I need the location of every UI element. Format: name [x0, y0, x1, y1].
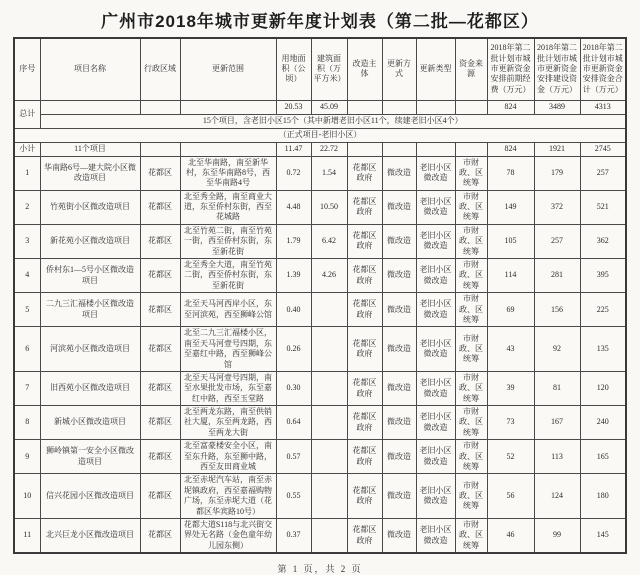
table-row: [14, 406, 626, 440]
cell-pre-fund: 105: [487, 224, 534, 258]
header-subject: 改造主体: [347, 38, 382, 100]
cell-fund-source: 市财政、区统筹: [455, 371, 487, 405]
cell-fund-source: 市财政、区统筹: [455, 327, 487, 372]
section-label: （正式项目-老旧小区）: [14, 128, 626, 142]
cell-build-fund: 92: [534, 327, 580, 372]
total-total-fund: 4313: [580, 100, 626, 114]
total-note-row: [14, 114, 626, 128]
cell-type: 老旧小区微改造: [416, 519, 455, 554]
cell-fund-source: 市财政、区统筹: [455, 156, 487, 190]
cell-method: 微改造: [382, 259, 416, 293]
cell-building-area: [311, 327, 347, 372]
total-fund-source-cell: [455, 100, 487, 114]
header-total-fund: 2018年第二批计划市城市更新资金安排资金合计（万元）: [580, 38, 626, 100]
header-scope: 更新范围: [180, 38, 276, 100]
table-row: [14, 156, 626, 190]
cell-method: 微改造: [382, 224, 416, 258]
cell-scope: 北至竹苑二街，南至竹苑一街，西至侨村东街，东至新花街: [180, 224, 276, 258]
cell-serial-no: 2: [14, 190, 40, 224]
cell-scope: 北至富豪楼安全小区，南至东升路，东至狮中路，西至友田商业城: [180, 440, 276, 474]
cell-scope: 北至秀全路，南至商业大道，东至侨村东街，西至花城路: [180, 190, 276, 224]
cell-subject: 花都区政府: [347, 474, 382, 519]
subtotal-fund-source-cell: [455, 142, 487, 156]
cell-district: 花都区: [140, 293, 180, 327]
cell-total-fund: 145: [580, 519, 626, 554]
subtotal-method-cell: [382, 142, 416, 156]
cell-type: 老旧小区微改造: [416, 293, 455, 327]
cell-method: 微改造: [382, 519, 416, 554]
cell-building-area: [311, 293, 347, 327]
subtotal-row: [14, 142, 626, 156]
table-header-row: [14, 38, 626, 100]
cell-build-fund: 99: [534, 519, 580, 554]
cell-building-area: 4.26: [311, 259, 347, 293]
header-land-area: 用地面积（公顷）: [276, 38, 311, 100]
total-label: 总计: [14, 100, 40, 128]
plan-table: [13, 37, 627, 554]
cell-building-area: [311, 440, 347, 474]
subtotal-build-fund: 1921: [534, 142, 580, 156]
cell-project-name: 华南路6号—建大院小区微改造项目: [40, 156, 140, 190]
cell-pre-fund: 46: [487, 519, 534, 554]
cell-total-fund: 225: [580, 293, 626, 327]
cell-district: 花都区: [140, 440, 180, 474]
cell-type: 老旧小区微改造: [416, 406, 455, 440]
cell-total-fund: 180: [580, 474, 626, 519]
cell-fund-source: 市财政、区统筹: [455, 293, 487, 327]
cell-build-fund: 81: [534, 371, 580, 405]
cell-district: 花都区: [140, 327, 180, 372]
cell-method: 微改造: [382, 474, 416, 519]
cell-district: 花都区: [140, 224, 180, 258]
cell-subject: 花都区政府: [347, 224, 382, 258]
total-row: [14, 100, 626, 114]
table-row: [14, 440, 626, 474]
cell-scope: 北至天马河壹号四期，南至水果批发市场，东至嘉红中路，西至玉堂路: [180, 371, 276, 405]
cell-fund-source: 市财政、区统筹: [455, 190, 487, 224]
cell-district: 花都区: [140, 371, 180, 405]
cell-district: 花都区: [140, 156, 180, 190]
header-building-area: 建筑面积（万平方米）: [311, 38, 347, 100]
cell-build-fund: 167: [534, 406, 580, 440]
cell-fund-source: 市财政、区统筹: [455, 474, 487, 519]
header-method: 更新方式: [382, 38, 416, 100]
total-subject-cell: [347, 100, 382, 114]
subtotal-pre-fund: 824: [487, 142, 534, 156]
cell-subject: 花都区政府: [347, 371, 382, 405]
header-district: 行政区域: [140, 38, 180, 100]
cell-scope: 北至两龙东路，南至供销社大厦，东至两龙路，西至两龙大街: [180, 406, 276, 440]
cell-method: 微改造: [382, 371, 416, 405]
cell-serial-no: 10: [14, 474, 40, 519]
cell-total-fund: 165: [580, 440, 626, 474]
cell-serial-no: 3: [14, 224, 40, 258]
cell-build-fund: 257: [534, 224, 580, 258]
cell-project-name: 北兴巨龙小区微改造项目: [40, 519, 140, 554]
cell-pre-fund: 52: [487, 440, 534, 474]
cell-scope: 北至秀全大道，南至竹苑二街，西至侨村东街，东至新花街: [180, 259, 276, 293]
cell-method: 微改造: [382, 156, 416, 190]
cell-build-fund: 179: [534, 156, 580, 190]
cell-serial-no: 6: [14, 327, 40, 372]
cell-total-fund: 135: [580, 327, 626, 372]
cell-project-name: 狮岭镇第一安全小区微改造项目: [40, 440, 140, 474]
cell-pre-fund: 39: [487, 371, 534, 405]
table-row: [14, 371, 626, 405]
cell-district: 花都区: [140, 259, 180, 293]
total-building-area: 45.09: [311, 100, 347, 114]
cell-total-fund: 395: [580, 259, 626, 293]
cell-subject: 花都区政府: [347, 327, 382, 372]
cell-total-fund: 521: [580, 190, 626, 224]
cell-subject: 花都区政府: [347, 156, 382, 190]
cell-total-fund: 120: [580, 371, 626, 405]
cell-subject: 花都区政府: [347, 519, 382, 554]
cell-district: 花都区: [140, 519, 180, 554]
table-row: [14, 519, 626, 554]
subtotal-label: 小计: [14, 142, 40, 156]
cell-land-area: 4.48: [276, 190, 311, 224]
cell-land-area: 0.37: [276, 519, 311, 554]
cell-serial-no: 5: [14, 293, 40, 327]
cell-subject: 花都区政府: [347, 406, 382, 440]
cell-land-area: 1.79: [276, 224, 311, 258]
cell-method: 微改造: [382, 327, 416, 372]
header-pre-fund: 2018年第二批计划市城市更新资金安排前期经费（万元）: [487, 38, 534, 100]
cell-type: 老旧小区微改造: [416, 371, 455, 405]
cell-land-area: 0.55: [276, 474, 311, 519]
total-land-area: 20.53: [276, 100, 311, 114]
cell-serial-no: 8: [14, 406, 40, 440]
cell-subject: 花都区政府: [347, 190, 382, 224]
cell-scope: 北至华南路，南至新华村，东至华南路8号，西至华南路4号: [180, 156, 276, 190]
cell-method: 微改造: [382, 190, 416, 224]
table-row: [14, 293, 626, 327]
cell-fund-source: 市财政、区统筹: [455, 519, 487, 554]
cell-serial-no: 11: [14, 519, 40, 554]
cell-subject: 花都区政府: [347, 293, 382, 327]
cell-type: 老旧小区微改造: [416, 224, 455, 258]
cell-land-area: 0.30: [276, 371, 311, 405]
cell-pre-fund: 149: [487, 190, 534, 224]
cell-type: 老旧小区微改造: [416, 156, 455, 190]
total-district-cell: [140, 100, 180, 114]
cell-building-area: [311, 474, 347, 519]
cell-district: 花都区: [140, 474, 180, 519]
cell-type: 老旧小区微改造: [416, 440, 455, 474]
header-build-fund: 2018年第二批计划市城市更新资金安排建设资金（万元）: [534, 38, 580, 100]
cell-project-name: 河滨苑小区微改造项目: [40, 327, 140, 372]
cell-project-name: 新花苑小区微改造项目: [40, 224, 140, 258]
cell-scope: 北至二九三汇福楼小区，南至天马河壹号四期，东至嘉红中路，西至狮峰公馆: [180, 327, 276, 372]
cell-land-area: 0.72: [276, 156, 311, 190]
cell-fund-source: 市财政、区统筹: [455, 224, 487, 258]
cell-building-area: [311, 519, 347, 554]
cell-fund-source: 市财政、区统筹: [455, 406, 487, 440]
cell-build-fund: 113: [534, 440, 580, 474]
cell-type: 老旧小区微改造: [416, 259, 455, 293]
cell-subject: 花都区政府: [347, 259, 382, 293]
header-project-name: 项目名称: [40, 38, 140, 100]
table-row: [14, 474, 626, 519]
subtotal-building-area: 22.72: [311, 142, 347, 156]
cell-method: 微改造: [382, 293, 416, 327]
header-type: 更新类型: [416, 38, 455, 100]
cell-fund-source: 市财政、区统筹: [455, 440, 487, 474]
cell-building-area: [311, 371, 347, 405]
cell-pre-fund: 56: [487, 474, 534, 519]
cell-fund-source: 市财政、区统筹: [455, 259, 487, 293]
cell-building-area: [311, 406, 347, 440]
total-name-cell: [40, 100, 140, 114]
cell-district: 花都区: [140, 190, 180, 224]
subtotal-district-cell: [140, 142, 180, 156]
cell-building-area: 6.42: [311, 224, 347, 258]
subtotal-subject-cell: [347, 142, 382, 156]
table-row: [14, 190, 626, 224]
cell-type: 老旧小区微改造: [416, 474, 455, 519]
subtotal-land-area: 11.47: [276, 142, 311, 156]
subtotal-type-cell: [416, 142, 455, 156]
cell-serial-no: 7: [14, 371, 40, 405]
subtotal-name: 11个项目: [40, 142, 140, 156]
cell-project-name: 信兴花园小区微改造项目: [40, 474, 140, 519]
cell-scope: 花都大道S118与北兴街交界处无名路（金色童年幼儿园东侧）: [180, 519, 276, 554]
cell-building-area: 1.54: [311, 156, 347, 190]
cell-land-area: 0.26: [276, 327, 311, 372]
cell-subject: 花都区政府: [347, 440, 382, 474]
cell-build-fund: 281: [534, 259, 580, 293]
cell-serial-no: 9: [14, 440, 40, 474]
total-type-cell: [416, 100, 455, 114]
cell-total-fund: 362: [580, 224, 626, 258]
cell-scope: 北至天马河西岸小区，东至河滨苑，西至狮峰公馆: [180, 293, 276, 327]
cell-pre-fund: 73: [487, 406, 534, 440]
cell-build-fund: 124: [534, 474, 580, 519]
total-pre-fund: 824: [487, 100, 534, 114]
subtotal-scope-cell: [180, 142, 276, 156]
cell-serial-no: 1: [14, 156, 40, 190]
cell-project-name: 旧西苑小区微改造项目: [40, 371, 140, 405]
cell-build-fund: 156: [534, 293, 580, 327]
cell-type: 老旧小区微改造: [416, 190, 455, 224]
header-serial-no: 序号: [14, 38, 40, 100]
total-method-cell: [382, 100, 416, 114]
cell-land-area: 1.39: [276, 259, 311, 293]
cell-project-name: 侨村东1—5号小区微改造项目: [40, 259, 140, 293]
cell-project-name: 竹苑街小区微改造项目: [40, 190, 140, 224]
cell-pre-fund: 69: [487, 293, 534, 327]
table-row: [14, 224, 626, 258]
cell-land-area: 0.57: [276, 440, 311, 474]
page-number-footer: 第 1 页，共 2 页: [277, 564, 363, 575]
cell-serial-no: 4: [14, 259, 40, 293]
cell-project-name: 新城小区微改造项目: [40, 406, 140, 440]
cell-building-area: 10.50: [311, 190, 347, 224]
cell-type: 老旧小区微改造: [416, 327, 455, 372]
total-build-fund: 3489: [534, 100, 580, 114]
cell-method: 微改造: [382, 406, 416, 440]
cell-pre-fund: 114: [487, 259, 534, 293]
cell-method: 微改造: [382, 440, 416, 474]
table-row: [14, 327, 626, 372]
cell-scope: 北至赤坭汽车站，南至赤坭镇政府，西至嘉福购物广场，东至赤坭大道（花都区华宾路10号）: [180, 474, 276, 519]
cell-project-name: 二九三汇福楼小区微改造项目: [40, 293, 140, 327]
cell-district: 花都区: [140, 406, 180, 440]
cell-total-fund: 257: [580, 156, 626, 190]
cell-land-area: 0.64: [276, 406, 311, 440]
page-title: 广州市2018年城市更新年度计划表（第二批—花都区）: [101, 12, 539, 31]
cell-total-fund: 240: [580, 406, 626, 440]
total-scope-cell: [180, 100, 276, 114]
section-row: [14, 128, 626, 142]
cell-build-fund: 372: [534, 190, 580, 224]
total-note: 15个项目，含老旧小区15个（其中新增老旧小区11个，续建老旧小区4个）: [40, 114, 626, 128]
cell-pre-fund: 43: [487, 327, 534, 372]
header-fund-source: 资金来源: [455, 38, 487, 100]
cell-pre-fund: 78: [487, 156, 534, 190]
subtotal-total-fund: 2745: [580, 142, 626, 156]
cell-land-area: 0.40: [276, 293, 311, 327]
table-row: [14, 259, 626, 293]
